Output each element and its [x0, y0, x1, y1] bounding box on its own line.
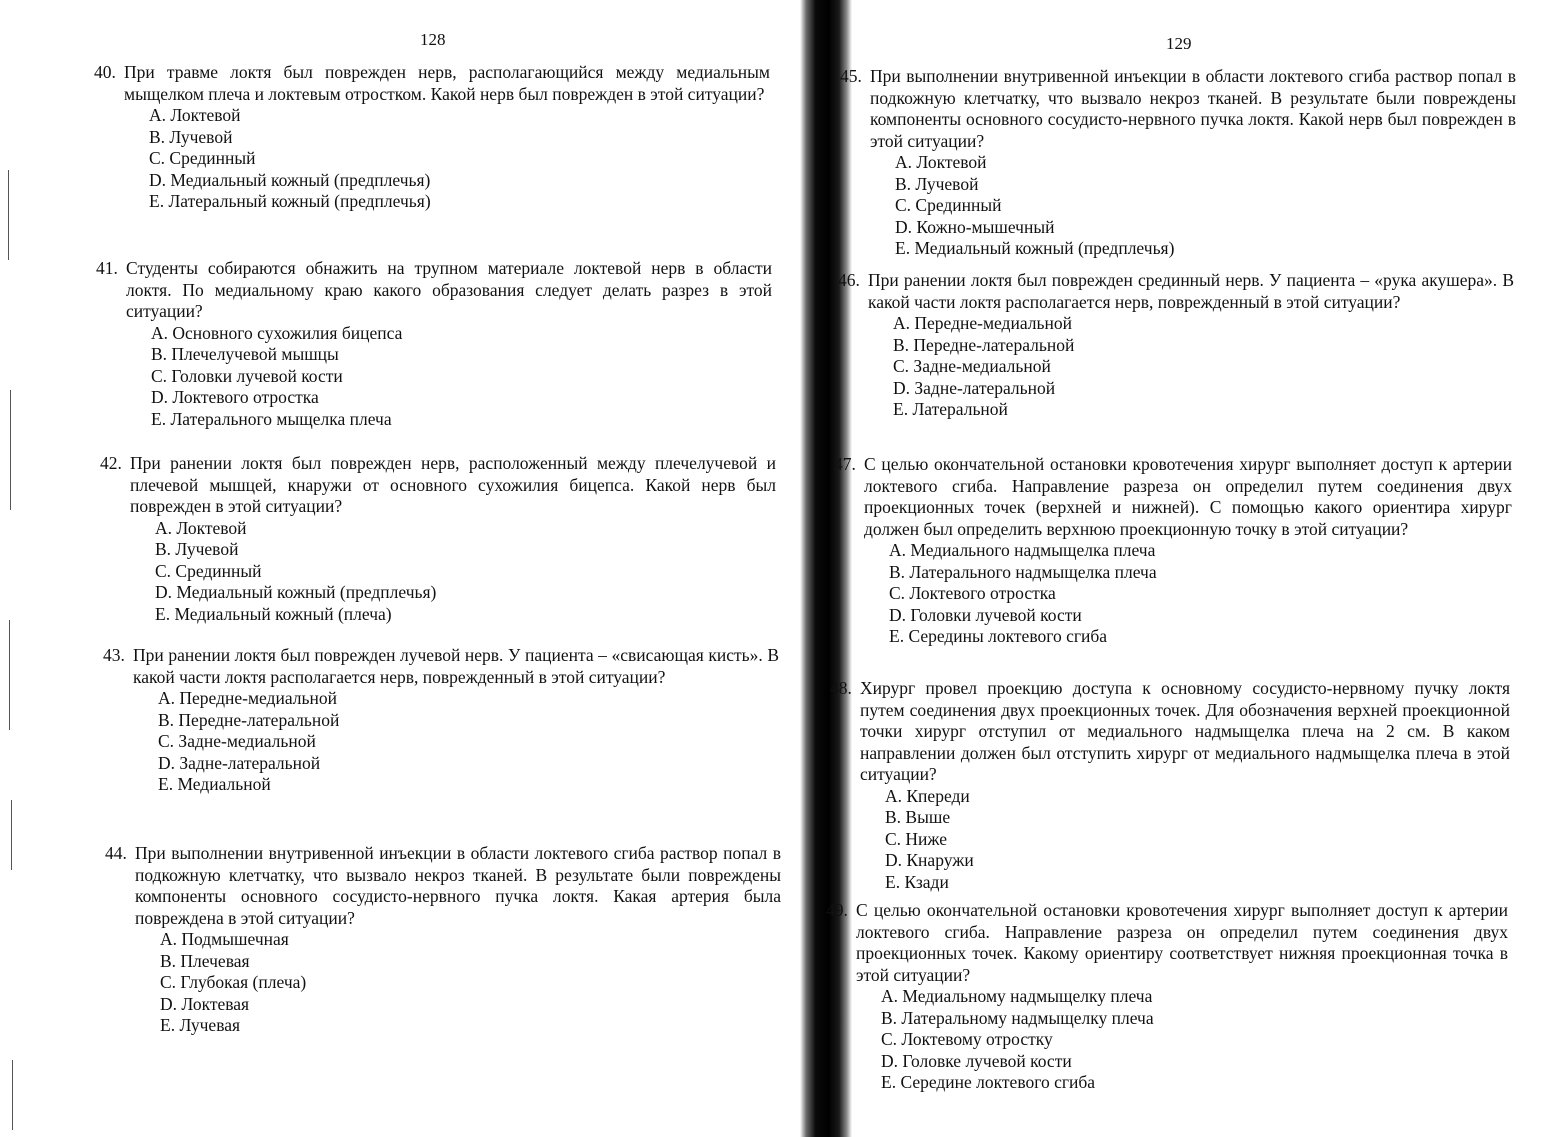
- question-41: [96, 258, 772, 430]
- answer-option: A. Основного сухожилия бицепса: [151, 322, 403, 343]
- question-number: 47.: [834, 454, 856, 474]
- answer-options: [94, 105, 770, 213]
- answer-option: B. Лучевой: [155, 539, 239, 559]
- answer-option: B. Плечелучевой мышцы: [151, 344, 339, 364]
- question-number: 44.: [105, 843, 127, 863]
- answer-option: B. Лучевой: [895, 173, 979, 194]
- answer-option: C. Задне-медиальной: [158, 731, 316, 751]
- page-number: 128: [420, 30, 446, 49]
- question-body: Студенты собираются обнажить на трупном материале локтевой нерв в области локтя. По медиальному краю какого образования следует делать разрез в этой ситуации?: [126, 258, 772, 321]
- answer-option: A. Локтевой: [155, 517, 247, 538]
- question-body: При ранении локтя был поврежден нерв, расположенный между плечелучевой и плечевой мышцей, кнаружи от основного сухожилия бицепса. Какой нерв был поврежден в этой ситуации?: [130, 453, 776, 516]
- answer-options: [826, 986, 1508, 1094]
- answer-option: C. Срединный: [155, 560, 262, 581]
- question-44: [105, 843, 781, 1037]
- question-49: [826, 900, 1508, 1094]
- answer-option: E. Латеральной: [893, 399, 1008, 419]
- answer-option: E. Середине локтевого сгиба: [881, 1072, 1096, 1092]
- question-text: [100, 453, 776, 518]
- answer-option: D. Головки лучевой кости: [889, 604, 1082, 625]
- scan-artifact: [12, 1060, 13, 1130]
- answer-option: E. Лучевая: [160, 1015, 241, 1035]
- answer-option: D. Головке лучевой кости: [881, 1050, 1072, 1071]
- answer-option: C. Срединный: [895, 195, 1002, 215]
- answer-options: [838, 313, 1514, 421]
- answer-options: [840, 152, 1516, 260]
- answer-option: D. Задне-латеральной: [893, 377, 1056, 398]
- answer-options: [100, 518, 776, 626]
- answer-options: [103, 688, 779, 796]
- answer-option: E. Медиальный кожный (предплечья): [895, 238, 1175, 258]
- answer-option: C. Срединный: [149, 148, 256, 168]
- answer-options: [105, 929, 781, 1037]
- question-number: 40.: [94, 62, 116, 82]
- answer-option: A. Передне-медиальной: [158, 688, 337, 708]
- question-42: [100, 453, 776, 625]
- answer-option: C. Локтевого отростка: [889, 583, 1056, 603]
- question-text: [94, 62, 770, 105]
- answer-options: [834, 540, 1512, 648]
- question-text: [840, 66, 1516, 152]
- answer-option: C. Ниже: [885, 828, 948, 849]
- question-body: При ранении локтя был поврежден срединный нерв. У пациента – «рука акушера». В какой части локтя располагается нерв, поврежденный в этой ситуации?: [868, 270, 1514, 312]
- answer-option: D. Локтевого отростка: [151, 387, 319, 407]
- answer-option: E. Латеральный кожный (предплечья): [149, 191, 431, 211]
- answer-option: E. Латерального мыщелка плеча: [151, 408, 392, 429]
- question-body: При выполнении внутривенной инъекции в области локтевого сгиба раствор попал в подкожную клетчатку, что вызвало некроз тканей. В результате были повреждены компоненты основного сосудисто-нервного пучка локтя. Какая артерия была повреждена в этой ситуации?: [135, 843, 781, 928]
- question-number: 48.: [830, 678, 852, 698]
- question-text: [103, 645, 779, 688]
- answer-option: D. Медиальный кожный (предплечья): [149, 169, 431, 190]
- scan-artifact: [11, 800, 12, 870]
- answer-option: E. Середины локтевого сгиба: [889, 626, 1108, 646]
- question-text: [838, 270, 1514, 313]
- answer-option: D. Медиальный кожный (предплечья): [155, 582, 437, 602]
- answer-option: B. Передне-латеральной: [158, 709, 340, 730]
- answer-option: A. Медиального надмыщелка плеча: [889, 540, 1156, 560]
- answer-option: C. Головки лучевой кости: [151, 365, 343, 386]
- answer-option: D. Задне-латеральной: [158, 752, 321, 773]
- answer-options: [830, 786, 1510, 894]
- question-body: Хирург провел проекцию доступа к основному сосудисто-нервному пучку локтя путем соединения двух проекционных точек. Для обозначения верхней проекционной точки хирург отступил от медиального надмыщелка плеча на 2 см. В каком направлении должен был отступить хирург от медиального надмыщелка плеча в этой ситуации?: [860, 678, 1510, 784]
- answer-option: A. Подмышечная: [160, 929, 289, 949]
- answer-option: A. Медиальному надмыщелку плеча: [881, 986, 1153, 1006]
- answer-option: B. Латеральному надмыщелку плеча: [881, 1007, 1154, 1028]
- question-45: [840, 66, 1516, 260]
- answer-option: C. Локтевому отростку: [881, 1029, 1053, 1049]
- question-text: [96, 258, 772, 323]
- question-number: 49.: [826, 900, 848, 920]
- answer-option: B. Передне-латеральной: [893, 334, 1075, 355]
- question-43: [103, 645, 779, 796]
- scan-artifact: [8, 170, 9, 260]
- answer-option: D. Кнаружи: [885, 850, 974, 870]
- answer-option: B. Лучевой: [149, 126, 233, 147]
- question-body: При травме локтя был поврежден нерв, располагающийся между медиальным мыщелком плеча и локтевым отростком. Какой нерв был поврежден в этой ситуации?: [124, 62, 770, 104]
- scan-artifact: [10, 390, 11, 510]
- question-number: 46.: [838, 270, 860, 290]
- page-number: 129: [1166, 34, 1192, 53]
- answer-option: A. Кпереди: [885, 785, 970, 806]
- question-number: 45.: [840, 66, 862, 86]
- answer-option: C. Глубокая (плеча): [160, 972, 307, 992]
- question-number: 43.: [103, 645, 125, 665]
- question-body: С целью окончательной остановки кровотечения хирург выполняет доступ к артерии локтевого сгиба. Направление разреза он определил путем соединения двух проекционных точек (верхней и нижней). С помощью какого ориентира хирург должен был определить верхнюю проекционную точку в этой ситуации?: [864, 454, 1512, 539]
- question-47: [834, 454, 1512, 648]
- answer-option: B. Плечевая: [160, 950, 250, 971]
- answer-option: E. Медиальный кожный (плеча): [155, 603, 392, 624]
- answer-options: [96, 323, 772, 431]
- question-body: С целью окончательной остановки кровотечения хирург выполняет доступ к артерии локтевого сгиба. Направление разреза он определил путем соединения двух проекционных точек. Какому ориентиру соответствует нижняя проекционная точка в этой ситуации?: [856, 900, 1508, 985]
- scan-artifact: [9, 620, 10, 730]
- question-number: 42.: [100, 453, 122, 473]
- answer-option: B. Латерального надмыщелка плеча: [889, 561, 1157, 582]
- answer-option: D. Кожно-мышечный: [895, 216, 1055, 237]
- answer-option: A. Локтевой: [895, 152, 987, 172]
- question-46: [838, 270, 1514, 421]
- answer-option: E. Кзади: [885, 871, 949, 892]
- answer-option: E. Медиальной: [158, 774, 271, 794]
- answer-option: A. Передне-медиальной: [893, 313, 1072, 333]
- question-48: [830, 678, 1510, 893]
- question-40: [94, 62, 770, 213]
- question-text: [830, 678, 1510, 786]
- answer-option: A. Локтевой: [149, 105, 241, 125]
- question-body: При выполнении внутривенной инъекции в области локтевого сгиба раствор попал в подкожную клетчатку, что вызвало некроз тканей. В результате были повреждены компоненты основного сосудисто-нервного пучка локтя. Какой нерв был поврежден в этой ситуации?: [870, 66, 1516, 151]
- question-text: [834, 454, 1512, 540]
- right-page: [810, 0, 1566, 1137]
- question-body: При ранении локтя был поврежден лучевой нерв. У пациента – «свисающая кисть». В какой части локтя располагается нерв, поврежденный в этой ситуации?: [133, 645, 779, 687]
- answer-option: B. Выше: [885, 807, 951, 827]
- question-text: [105, 843, 781, 929]
- question-text: [826, 900, 1508, 986]
- answer-option: C. Задне-медиальной: [893, 356, 1051, 376]
- question-number: 41.: [96, 258, 118, 278]
- answer-option: D. Локтевая: [160, 993, 250, 1014]
